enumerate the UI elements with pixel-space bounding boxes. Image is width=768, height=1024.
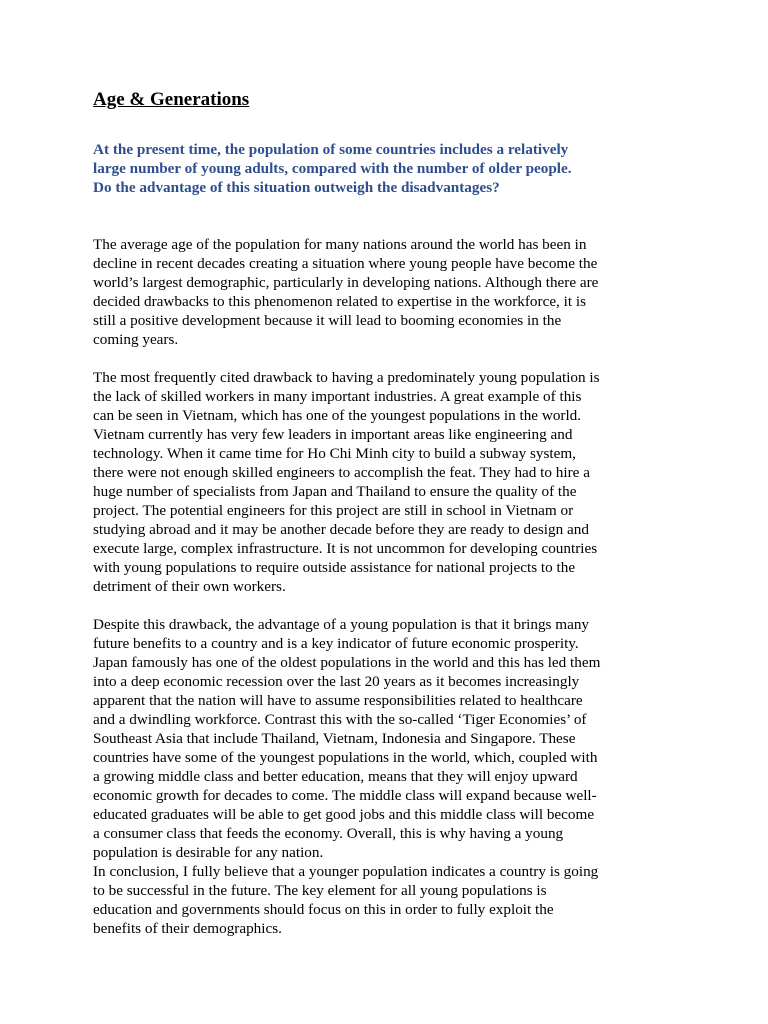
text-line: The most frequently cited drawback to having a predominately young population is [93,369,600,386]
text-line: a growing middle class and better education, means that they will enjoy upward [93,768,578,785]
document-title: Age & Generations [93,89,250,110]
text-line: coming years. [93,331,179,348]
text-line: Japan famously has one of the oldest populations in the world and this has led them [93,654,601,671]
text-line: the lack of skilled workers in many important industries. A great example of this [93,388,582,405]
text-line: a consumer class that feeds the economy. Overall, this is why having a young [93,825,564,842]
text-line: benefits of their demographics. [93,920,282,937]
text-line: world’s largest demographic, particularly in developing nations. Although there are [93,274,599,291]
text-line: population is desirable for any nation. [93,844,324,861]
text-line: future benefits to a country and is a key indicator of future economic prosperity. [93,635,579,652]
text-line: decline in recent decades creating a situation where young people have become the [93,255,598,272]
text-line: project. The potential engineers for this project are still in school in Vietnam or [93,502,574,519]
text-line: execute large, complex infrastructure. It is not uncommon for developing countries [93,540,598,557]
text-line: there were not enough skilled engineers to accomplish the feat. They had to hire a [93,464,590,481]
text-line: countries have some of the youngest populations in the world, which, coupled with [93,749,598,766]
essay-prompt [93,140,683,197]
text-line: with young populations to require outside assistance for national projects to the [93,559,576,576]
text-line: In conclusion, I fully believe that a younger population indicates a country is going [93,863,599,880]
text-line: Southeast Asia that include Thailand, Vietnam, Indonesia and Singapore. These [93,730,576,747]
prompt-line: large number of young adults, compared with the number of older people. [93,160,572,177]
text-line: studying abroad and it may be another decade before they are ready to design and [93,521,589,538]
paragraph-conclusion [93,862,683,938]
text-line: detriment of their own workers. [93,578,286,595]
text-line: still a positive development because it will lead to booming economies in the [93,312,562,329]
prompt-line: At the present time, the population of some countries includes a relatively [93,141,569,158]
text-line: The average age of the population for many nations around the world has been in [93,236,587,253]
document-page [93,86,683,938]
text-line: into a deep economic recession over the last 20 years as it becomes increasingly [93,673,580,690]
text-line: Vietnam currently has very few leaders in important areas like engineering and [93,426,573,443]
text-line: huge number of specialists from Japan and Thailand to ensure the quality of the [93,483,577,500]
paragraph-introduction [93,235,683,349]
text-line: technology. When it came time for Ho Chi Minh city to build a subway system, [93,445,576,462]
paragraph-advantage [93,615,683,862]
text-line: decided drawbacks to this phenomenon related to expertise in the workforce, it is [93,293,587,310]
text-line: economic growth for decades to come. The middle class will expand because well- [93,787,597,804]
text-line: apparent that the nation will have to assume responsibilities related to healthcare [93,692,583,709]
text-line: and a dwindling workforce. Contrast this with the so-called ‘Tiger Economies’ of [93,711,587,728]
prompt-line: Do the advantage of this situation outweigh the disadvantages? [93,179,500,196]
paragraph-drawback [93,368,683,596]
text-line: to be successful in the future. The key element for all young populations is [93,882,547,899]
text-line: educated graduates will be able to get good jobs and this middle class will become [93,806,595,823]
text-line: education and governments should focus on this in order to fully exploit the [93,901,554,918]
text-line: Despite this drawback, the advantage of a young population is that it brings many [93,616,590,633]
text-line: can be seen in Vietnam, which has one of the youngest populations in the world. [93,407,582,424]
